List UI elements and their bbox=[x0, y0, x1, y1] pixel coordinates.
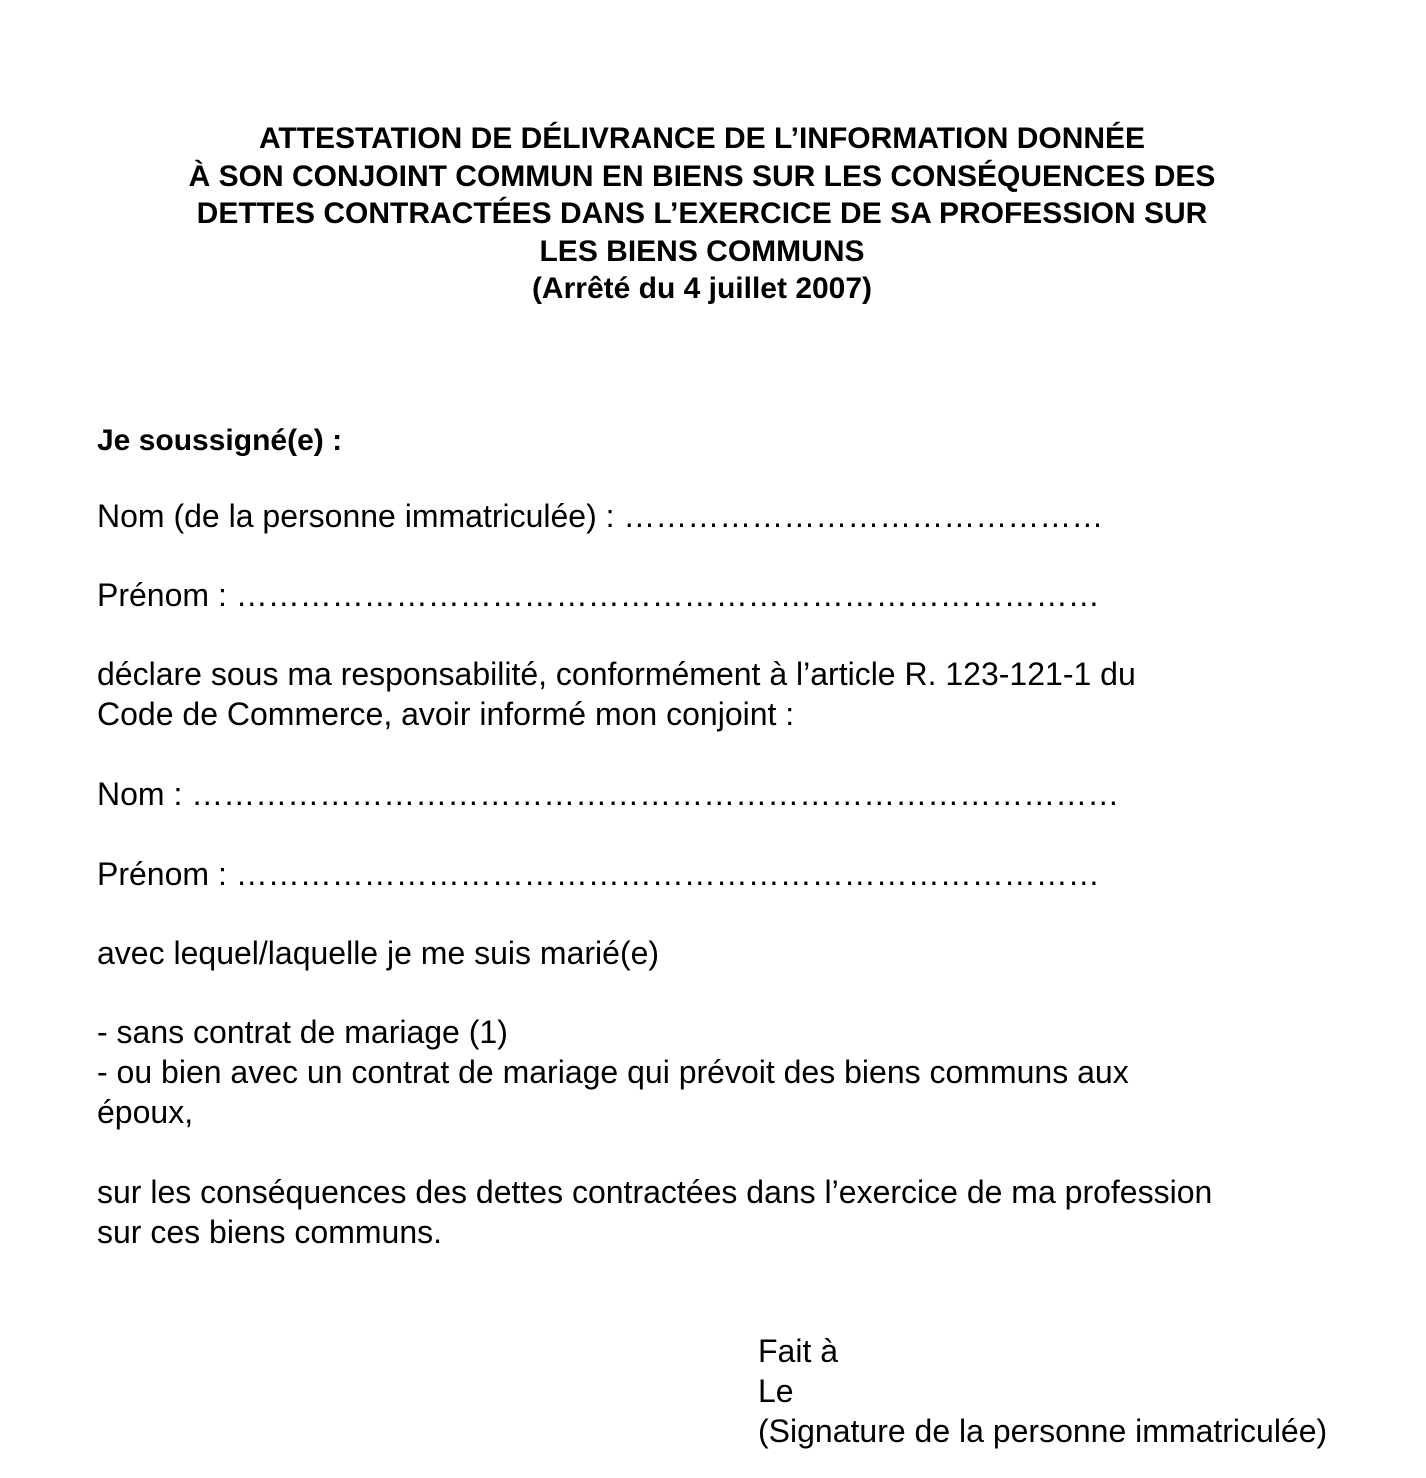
nom-conjoint-field: Nom : …………………………………………………………………………… bbox=[97, 776, 1120, 812]
signature-block bbox=[758, 1331, 1327, 1451]
signature-label: (Signature de la personne immatriculée) bbox=[758, 1413, 1328, 1449]
option-no-contract: - sans contrat de mariage (1) bbox=[97, 1014, 508, 1050]
option-contract-line2: époux, bbox=[97, 1094, 194, 1130]
title-decree-reference: (Arrêté du 4 juillet 2007) bbox=[531, 272, 873, 305]
consequences-text-line1: sur les conséquences des dettes contractées dans l’exercice de ma profession bbox=[97, 1174, 1213, 1210]
option-contract-line1: - ou bien avec un contrat de mariage qui prévoit des biens communs aux bbox=[97, 1054, 1129, 1090]
fait-a-label: Fait à bbox=[758, 1333, 839, 1369]
consequences-text-line2: sur ces biens communs. bbox=[97, 1214, 443, 1250]
title-line: ATTESTATION DE DÉLIVRANCE DE L’INFORMATION DONNÉE bbox=[258, 122, 1146, 155]
declaration-text-line1: déclare sous ma responsabilité, conformément à l’article R. 123-121-1 du bbox=[97, 656, 1136, 692]
document-title bbox=[0, 120, 1404, 308]
declaration-text-line2: Code de Commerce, avoir informé mon conjoint : bbox=[97, 696, 795, 732]
date-label: Le bbox=[758, 1373, 794, 1409]
married-text: avec lequel/laquelle je me suis marié(e) bbox=[97, 935, 660, 971]
undersigned-heading: Je soussigné(e) : bbox=[97, 424, 343, 457]
prenom-field: Prénom : ……………………………………………………………………… bbox=[97, 577, 1100, 613]
nom-immatriculee-field: Nom (de la personne immatriculée) : ……………………………………… bbox=[97, 498, 1104, 534]
title-line: À SON CONJOINT COMMUN EN BIENS SUR LES CONSÉQUENCES DES bbox=[188, 159, 1216, 193]
prenom-conjoint-field: Prénom : ……………………………………………………………………… bbox=[97, 856, 1100, 892]
title-line: LES BIENS COMMUNS bbox=[539, 234, 865, 268]
title-line: DETTES CONTRACTÉES DANS L’EXERCICE DE SA PROFESSION SUR bbox=[196, 197, 1208, 230]
